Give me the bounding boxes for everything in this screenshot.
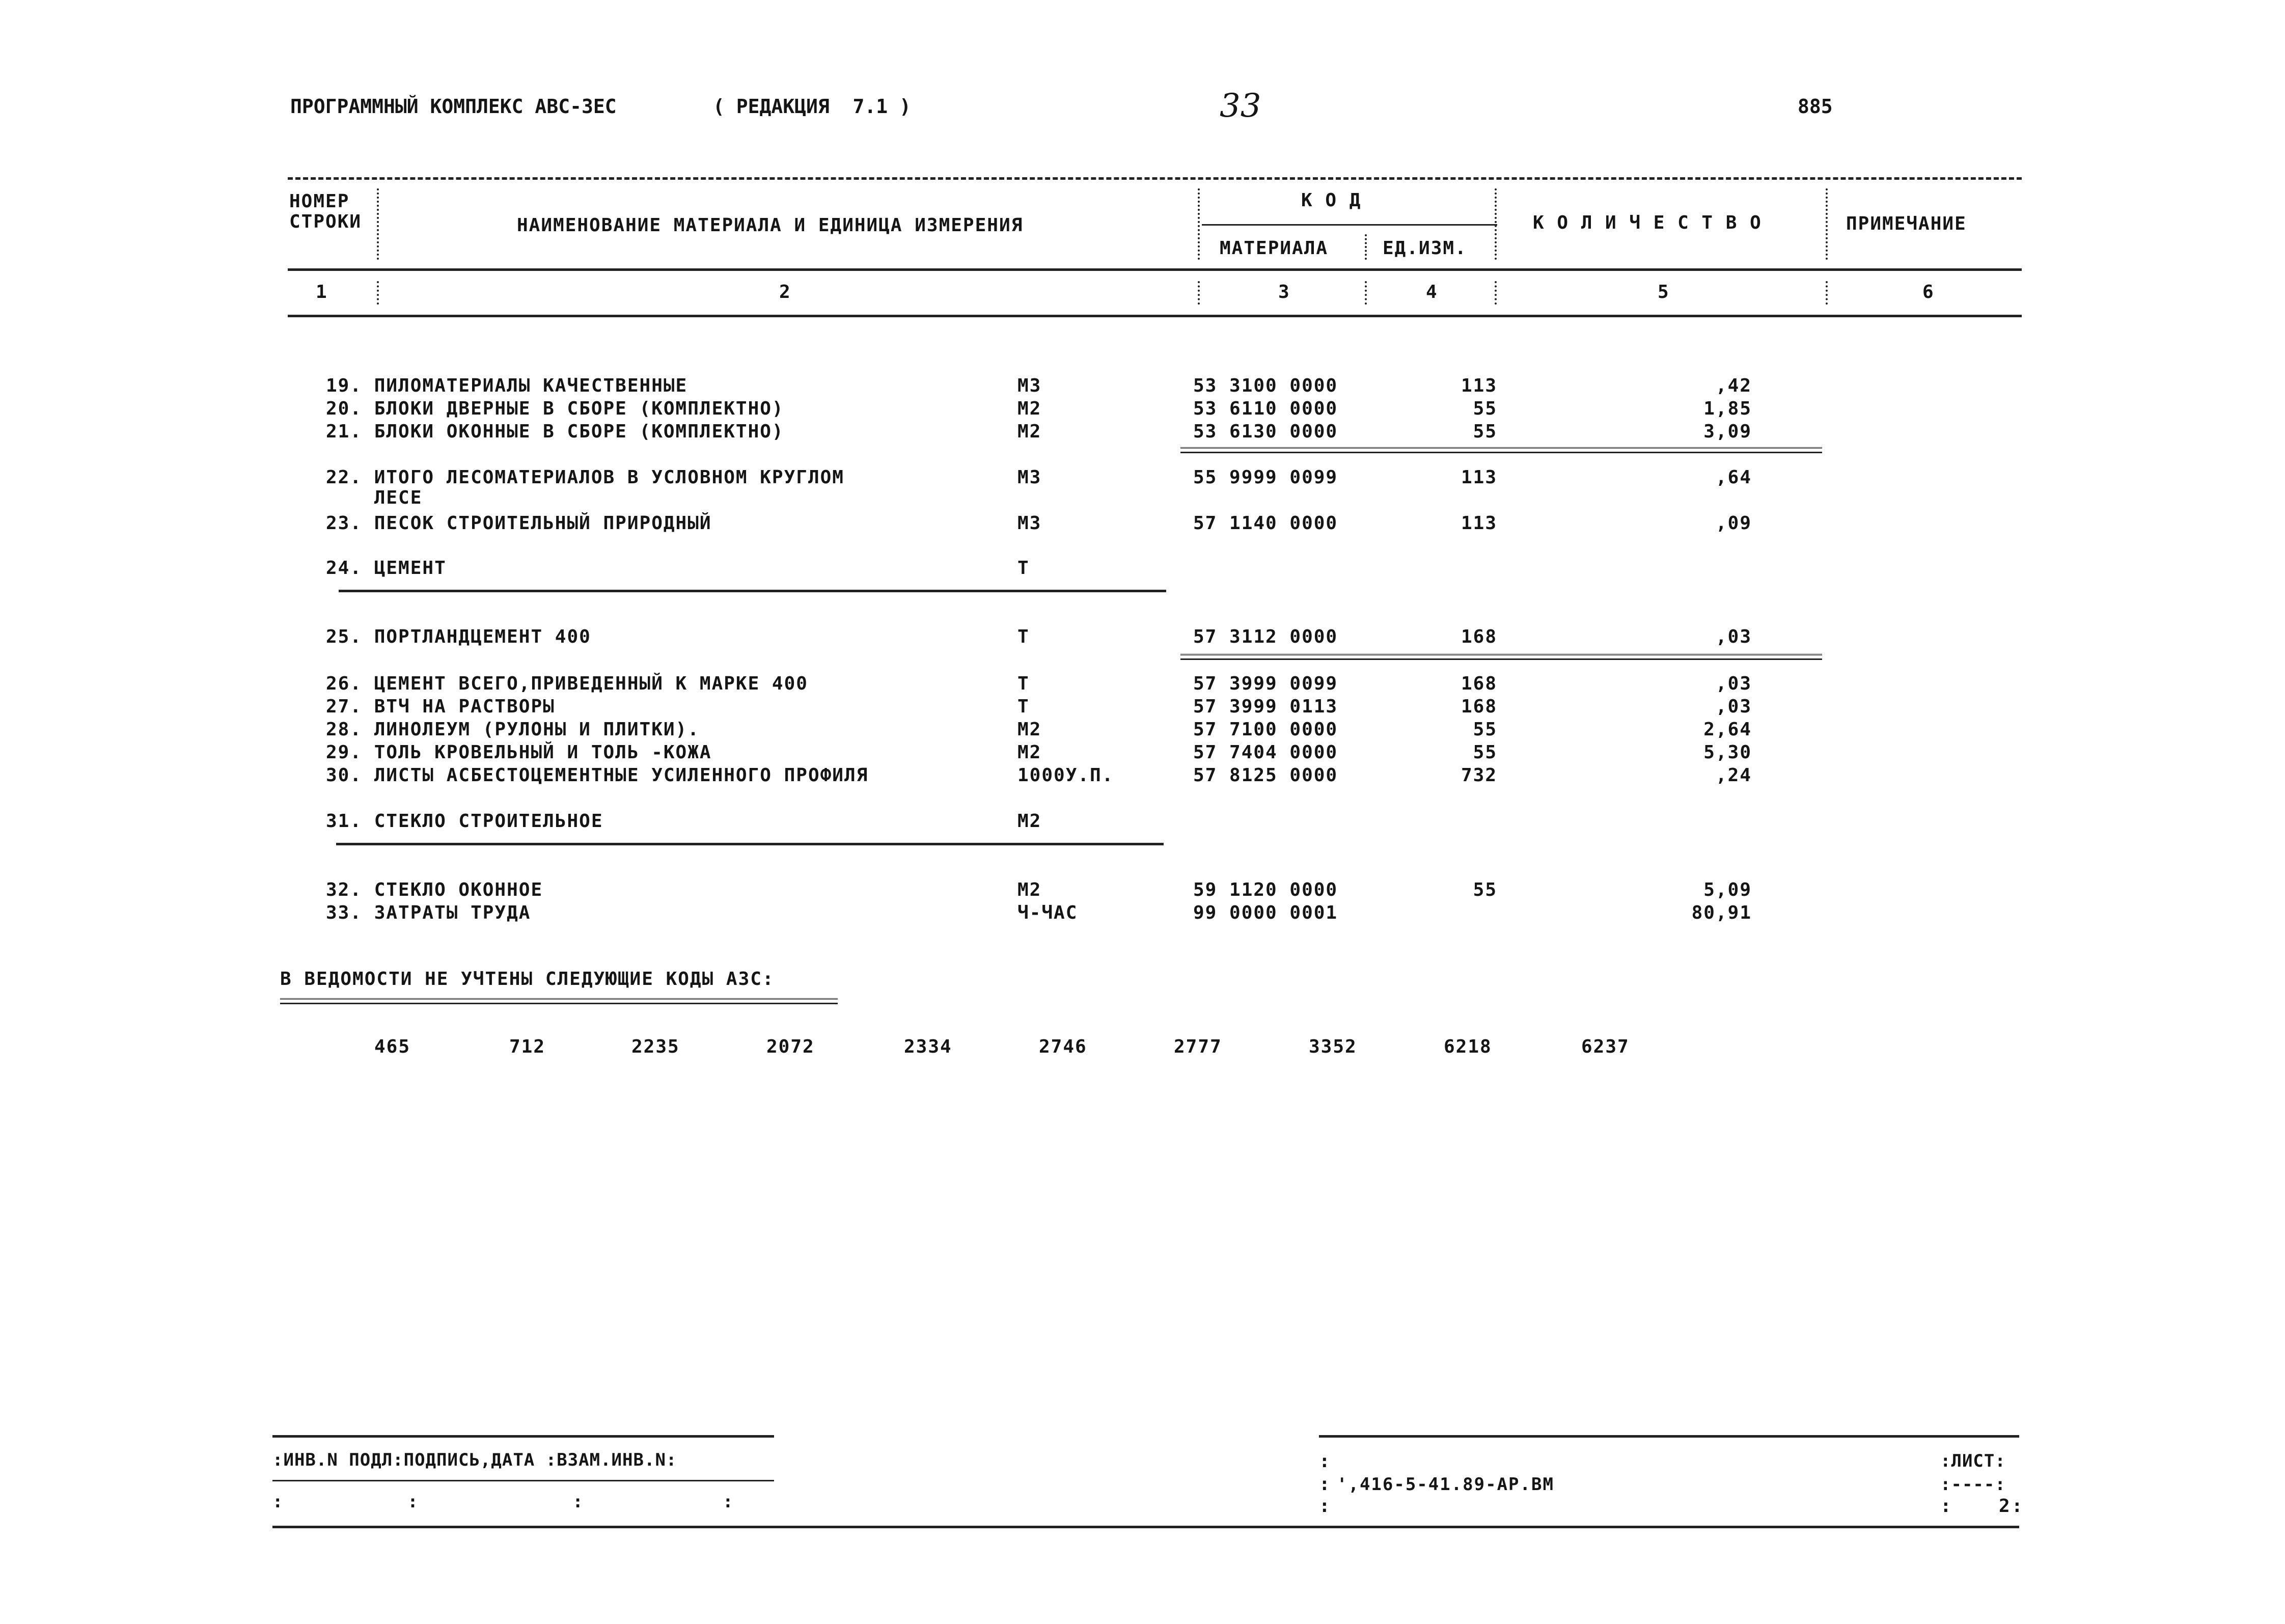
row-unit: М3 <box>1017 375 1042 396</box>
row-code: 57 8125 0000 <box>1193 765 1338 786</box>
col-code-unit: ЕД.ИЗМ. <box>1383 238 1467 259</box>
row-name: 20. БЛОКИ ДВЕРНЫЕ В СБОРЕ (КОМПЛЕКТНО) <box>326 398 784 419</box>
col-note-header: ПРИМЕЧАНИЕ <box>1846 213 1967 234</box>
row-name: 24. ЦЕМЕНТ <box>326 558 447 579</box>
row-unit-code: 55 <box>1473 421 1497 442</box>
row-qty: 80,91 <box>1691 902 1752 923</box>
row-unit: Т <box>1017 626 1030 647</box>
col-code-material: МАТЕРИАЛА <box>1220 238 1329 259</box>
row-unit-code: 168 <box>1461 673 1497 694</box>
row-code: 99 0000 0001 <box>1193 902 1338 923</box>
title-block-separator: : <box>1319 1451 1331 1472</box>
row-unit: М2 <box>1017 811 1042 832</box>
row-unit-code: 55 <box>1473 879 1497 900</box>
stamp-top-rule <box>272 1435 774 1438</box>
sheet-number: 2 <box>1999 1496 2011 1517</box>
col-num-2: 2 <box>779 282 791 302</box>
row-code: 57 7404 0000 <box>1193 742 1338 763</box>
col-num-6: 6 <box>1922 282 1935 302</box>
row-code: 57 3999 0113 <box>1193 696 1338 717</box>
row-unit: Ч-ЧАС <box>1017 902 1078 923</box>
row-name: 19. ПИЛОМАТЕРИАЛЫ КАЧЕСТВЕННЫЕ <box>326 375 688 396</box>
footer-bottom-rule <box>272 1526 2019 1528</box>
col-code-header: К О Д <box>1301 190 1362 211</box>
header-separator <box>1365 234 1367 260</box>
row-unit-code: 732 <box>1461 765 1497 786</box>
group-underline <box>336 843 1164 845</box>
row-qty: 2,64 <box>1703 719 1752 740</box>
row-qty: 1,85 <box>1703 398 1752 419</box>
row-code: 53 6110 0000 <box>1193 398 1338 419</box>
header-separator <box>377 188 379 260</box>
title-block-separator: : <box>1319 1474 1331 1495</box>
row-name: 21. БЛОКИ ОКОННЫЕ В СБОРЕ (КОМПЛЕКТНО) <box>326 421 784 442</box>
row-unit: Т <box>1017 558 1030 579</box>
unaccounted-code: 2235 <box>631 1036 680 1057</box>
row-unit-code: 55 <box>1473 742 1497 763</box>
row-code: 53 6130 0000 <box>1193 421 1338 442</box>
row-name: 23. ПЕСОК СТРОИТЕЛЬНЫЙ ПРИРОДНЫЙ <box>326 513 712 534</box>
title-block-top-rule <box>1319 1435 2019 1438</box>
subtotal-rule <box>1180 654 1822 660</box>
sheet-separator: : <box>2012 1496 2024 1517</box>
row-unit: М2 <box>1017 719 1042 740</box>
group-underline <box>339 590 1166 592</box>
col-quantity-header: К О Л И Ч Е С Т В О <box>1533 212 1762 233</box>
unaccounted-code: 6237 <box>1581 1036 1630 1057</box>
row-qty: ,64 <box>1715 467 1752 488</box>
row-unit: М2 <box>1017 421 1042 442</box>
unaccounted-title: В ВЕДОМОСТИ НЕ УЧТЕНЫ СЛЕДУЮЩИЕ КОДЫ АЗС: <box>280 969 775 989</box>
unaccounted-code: 2746 <box>1039 1036 1087 1057</box>
code-header-divider <box>1202 224 1497 226</box>
row-qty: ,03 <box>1715 626 1752 647</box>
row-unit-code: 113 <box>1461 467 1497 488</box>
row-unit: Т <box>1017 673 1030 694</box>
edition-label: ( РЕДАКЦИЯ 7.1 ) <box>713 95 911 118</box>
col-name-header: НАИМЕНОВАНИЕ МАТЕРИАЛА И ЕДИНИЦА ИЗМЕРЕНИЯ <box>517 215 1024 236</box>
unaccounted-code: 2072 <box>766 1036 815 1057</box>
row-qty: 5,09 <box>1703 879 1752 900</box>
row-unit-code: 55 <box>1473 398 1497 419</box>
row-unit-code: 113 <box>1461 375 1497 396</box>
header-bottom-rule <box>288 268 2022 271</box>
row-unit: М3 <box>1017 513 1042 534</box>
col-num-5: 5 <box>1658 282 1670 302</box>
subtotal-rule <box>1180 447 1822 453</box>
sheet-separator: : <box>1940 1496 1952 1517</box>
row-name: 29. ТОЛЬ КРОВЕЛЬНЫЙ И ТОЛЬ -КОЖА <box>326 742 712 763</box>
num-separator <box>1365 281 1367 305</box>
stamp-mid-rule <box>272 1480 774 1481</box>
row-unit: Т <box>1017 696 1030 717</box>
stamp-empty-cells: : : : : <box>272 1492 738 1512</box>
document-code: ',416-5-41.89-АР.ВМ <box>1337 1474 1554 1495</box>
row-code: 59 1120 0000 <box>1193 879 1338 900</box>
row-name: 30. ЛИСТЫ АСБЕСТОЦЕМЕНТНЫЕ УСИЛЕННОГО ПРОФИЛЯ <box>326 765 869 786</box>
unaccounted-code: 2334 <box>904 1036 952 1057</box>
col-row-number-label-2: СТРОКИ <box>289 211 362 232</box>
row-qty: ,09 <box>1715 513 1752 534</box>
num-separator <box>377 281 379 305</box>
row-code: 57 1140 0000 <box>1193 513 1338 534</box>
sheet-label: :ЛИСТ: <box>1940 1451 2006 1471</box>
unaccounted-code: 712 <box>509 1036 546 1057</box>
row-qty: ,03 <box>1715 696 1752 717</box>
row-qty: ,03 <box>1715 673 1752 694</box>
page-number: 885 <box>1798 95 1833 118</box>
row-code: 57 3999 0099 <box>1193 673 1338 694</box>
row-unit: М2 <box>1017 398 1042 419</box>
row-unit-code: 55 <box>1473 719 1497 740</box>
row-qty: ,24 <box>1715 765 1752 786</box>
row-code: 53 3100 0000 <box>1193 375 1338 396</box>
num-separator <box>1198 281 1200 305</box>
row-qty: ,42 <box>1715 375 1752 396</box>
col-num-1: 1 <box>316 282 328 302</box>
row-qty: 5,30 <box>1703 742 1752 763</box>
row-unit-code: 168 <box>1461 626 1497 647</box>
col-row-number-label-1: НОМЕР <box>289 191 350 212</box>
row-name: 28. ЛИНОЛЕУМ (РУЛОНЫ И ПЛИТКИ). <box>326 719 700 740</box>
row-code: 57 7100 0000 <box>1193 719 1338 740</box>
row-name: 22. ИТОГО ЛЕСОМАТЕРИАЛОВ В УСЛОВНОМ КРУГЛОМ <box>326 467 844 488</box>
column-numbers-bottom-rule <box>288 315 2022 317</box>
col-num-4: 4 <box>1426 282 1438 302</box>
row-code: 57 3112 0000 <box>1193 626 1338 647</box>
header-separator <box>1826 188 1828 260</box>
row-name-continuation: ЛЕСЕ <box>326 487 423 508</box>
num-separator <box>1826 281 1828 305</box>
unaccounted-underline <box>280 998 838 1004</box>
row-unit: М2 <box>1017 879 1042 900</box>
row-name: 32. СТЕКЛО ОКОННОЕ <box>326 879 543 900</box>
col-num-3: 3 <box>1278 282 1290 302</box>
sheet-divider: :----: <box>1940 1474 2006 1495</box>
unaccounted-code: 465 <box>374 1036 411 1057</box>
row-unit: 1000У.П. <box>1017 765 1114 786</box>
num-separator <box>1495 281 1497 305</box>
title-block-separator: : <box>1319 1496 1331 1517</box>
header-separator <box>1495 188 1497 260</box>
table-top-rule <box>288 177 2022 180</box>
row-unit: М3 <box>1017 467 1042 488</box>
row-name: 31. СТЕКЛО СТРОИТЕЛЬНОЕ <box>326 811 603 832</box>
row-name: 25. ПОРТЛАНДЦЕМЕНТ 400 <box>326 626 591 647</box>
unaccounted-code: 2777 <box>1174 1036 1222 1057</box>
header-separator <box>1198 188 1200 260</box>
row-name: 33. ЗАТРАТЫ ТРУДА <box>326 902 531 923</box>
program-title: ПРОГРАММНЫЙ КОМПЛЕКС АВС-ЗЕС <box>290 95 617 118</box>
stamp-labels: :ИНВ.N ПОДЛ:ПОДПИСЬ,ДАТА :ВЗАМ.ИНВ.N: <box>272 1450 677 1470</box>
row-unit-code: 113 <box>1461 513 1497 534</box>
row-name: 26. ЦЕМЕНТ ВСЕГО,ПРИВЕДЕННЫЙ К МАРКЕ 400 <box>326 673 808 694</box>
unaccounted-code: 6218 <box>1444 1036 1492 1057</box>
row-code: 55 9999 0099 <box>1193 467 1338 488</box>
handwritten-page-number: 33 <box>1220 87 1261 125</box>
row-name: 27. ВТЧ НА РАСТВОРЫ <box>326 696 555 717</box>
row-unit-code: 168 <box>1461 696 1497 717</box>
row-qty: 3,09 <box>1703 421 1752 442</box>
row-unit: М2 <box>1017 742 1042 763</box>
unaccounted-code: 3352 <box>1309 1036 1357 1057</box>
